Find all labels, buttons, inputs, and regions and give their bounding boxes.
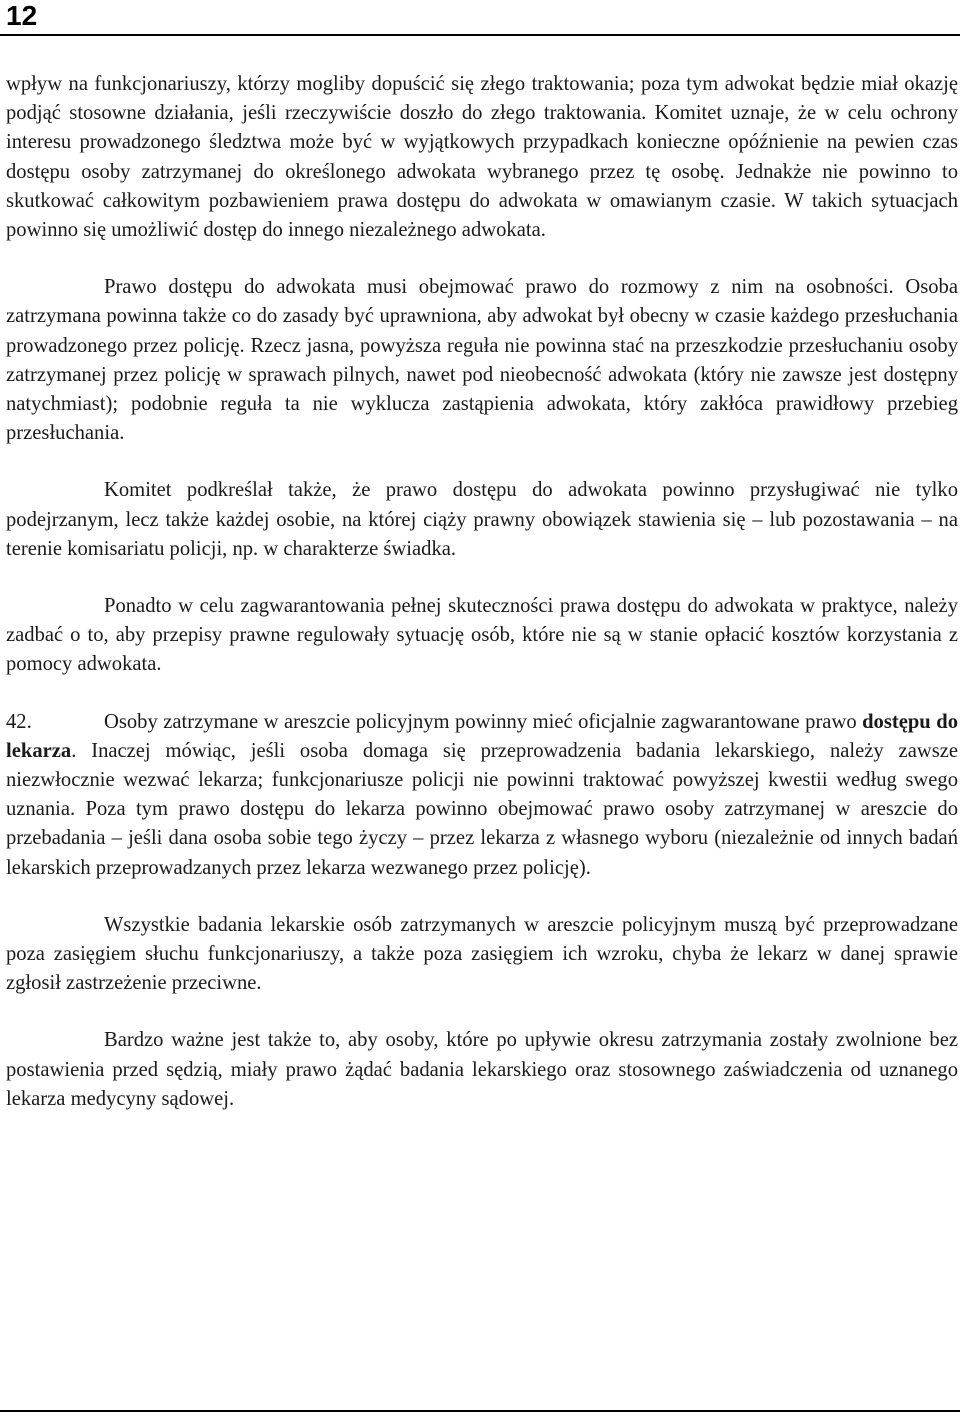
paragraph: wpływ na funkcjonariuszy, którzy mogliby dopuścić się złego traktowania; poza tym adwokat będzie miał okazję podjąć stosowne działania, jeśli rzeczywiście doszło do złego traktowania. Komitet uznaje, że w celu ochrony interesu prowadzonego śledztwa może być w wyjątkowych przypadkach konieczne opóźnienie na pewien czas dostępu osoby zatrzymanej do określonego adwokata wybranego przez tę osobę. Jednakże nie powinno to skutkować całkowitym pozbawieniem prawa dostępu do adwokata w omawianym czasie. W takich sytuacjach powinno się umożliwić dostęp do innego niezależnego adwokata.: [6, 73, 958, 242]
page-number: 12: [6, 0, 38, 31]
footer-rule: [0, 1410, 960, 1412]
document-body: [6, 70, 958, 1142]
paragraph: Wszystkie badania lekarskie osób zatrzymanych w areszcie policyjnym muszą być przeprowadzane poza zasięgiem słuchu funkcjonariuszy, a także poza zasięgiem ich wzroku, chyba że lekarz w danej sprawie zgłosił zastrzeżenie przeciwne.: [6, 913, 958, 995]
paragraph-text: . Inaczej mówiąc, jeśli osoba domaga się przeprowadzenia badania lekarskiego, należy zawsze niezwłocznie wezwać lekarza; funkcjonariusze policji nie powinni traktować powyższej kwestii według swego uznania. Poza tym prawo dostępu do lekarza powinno obejmować prawo osoby zatrzymanej w areszcie do przebadania – jeśli dana osoba sobie tego życzy – przez lekarza z własnego wyboru (niezależnie od innych badań lekarskich przeprowadzanych przez lekarza wezwanego przez policję).: [6, 739, 958, 879]
paragraph: Bardzo ważne jest także to, aby osoby, które po upływie okresu zatrzymania zostały zwolnione bez postawienia przed sędzią, miały prawo żądać badania lekarskiego oraz stosownego zaświadczenia od uznanego lekarza medycyny sądowej.: [6, 1029, 958, 1110]
page-header: [0, 0, 960, 36]
paragraph-number: 42.: [6, 710, 32, 733]
paragraph: Prawo dostępu do adwokata musi obejmować prawo do rozmowy z nim na osobności. Osoba zatrzymana powinna także co do zasady być uprawniona, aby adwokat był obecny w czasie każdego przesłuchania prowadzonego przez policję. Rzecz jasna, powyższa reguła nie powinna stać na przeszkodzie przesłuchaniu osoby zatrzymanej przez policję w sprawach pilnych, nawet pod nieobecność adwokata (który nie zawsze jest dostępny natychmiast); podobnie reguła ta nie wyklucza zastąpienia adwokata, który zakłóca prawidłowy przebieg przesłuchania.: [6, 276, 958, 445]
paragraph: Komitet podkreślał także, że prawo dostępu do adwokata powinno przysługiwać nie tylko podejrzanym, lecz także każdej osobie, na której ciąży prawny obowiązek stawienia się – lub pozostawania – na terenie komisariatu policji, np. w charakterze świadka.: [6, 479, 958, 560]
numbered-paragraph: [6, 708, 958, 883]
paragraph: Ponadto w celu zagwarantowania pełnej skuteczności prawa dostępu do adwokata w praktyce, należy zadbać o to, aby przepisy prawne regulowały sytuację osób, które nie są w stanie opłacić kosztów korzystania z pomocy adwokata.: [6, 595, 958, 676]
bold-term: dostępu do lekarza: [6, 710, 958, 762]
paragraph-text: Osoby zatrzymane w areszcie policyjnym powinny mieć oficjalnie zagwarantowane prawo: [104, 710, 863, 733]
